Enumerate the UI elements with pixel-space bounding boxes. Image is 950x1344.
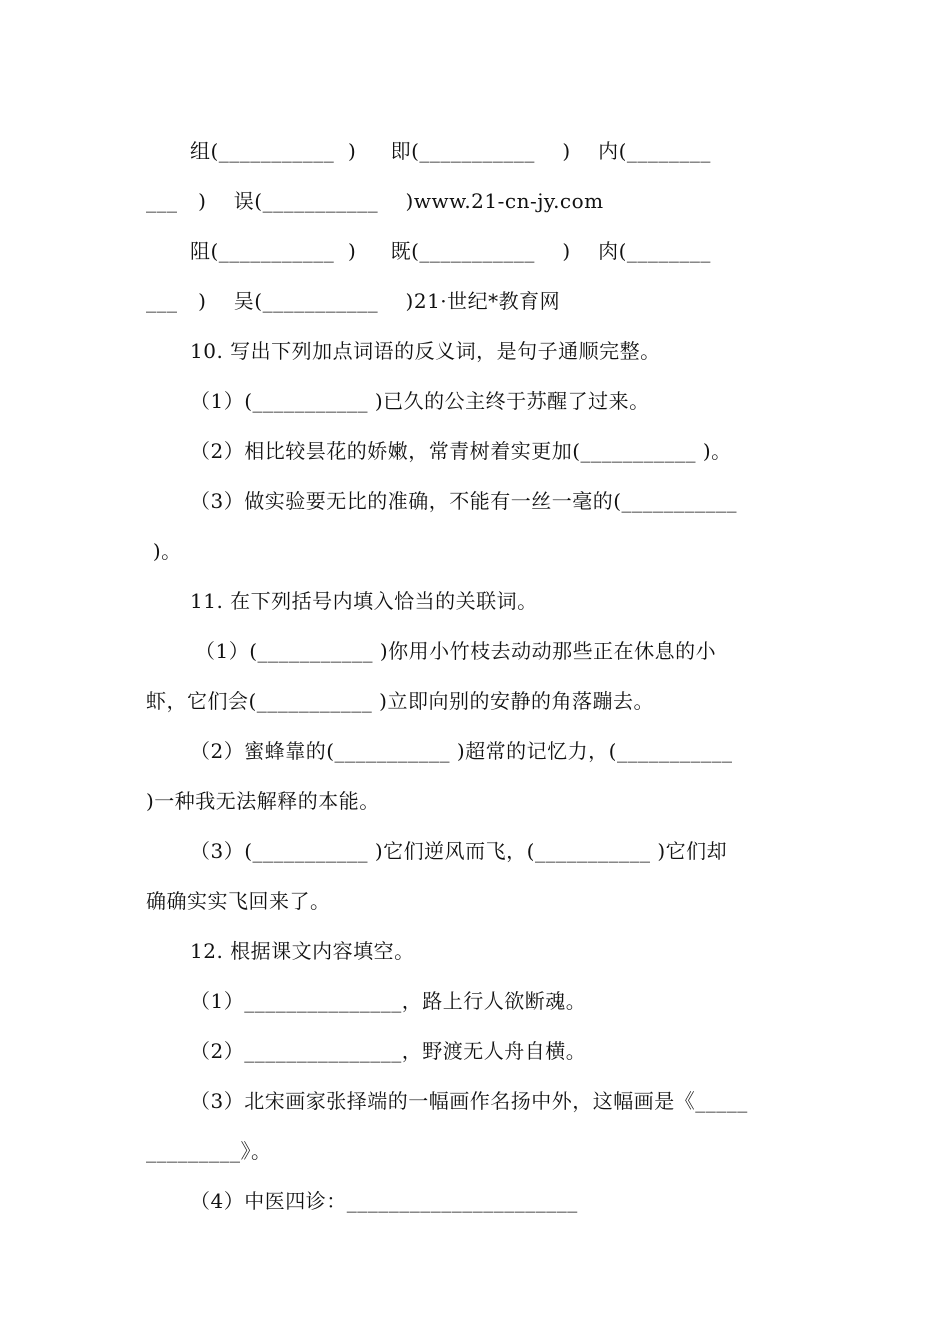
text-line: （1）_______________，路上行人欲断魂。 — [190, 989, 587, 1013]
text-line: （2）蜜蜂靠的(___________ )超常的记忆力，(___________ — [190, 739, 733, 763]
text-line: _________》。 — [146, 1139, 272, 1163]
text-line: 组(___________ ) 即(___________ ) 内(________ — [190, 139, 711, 163]
text-line: )。 — [146, 539, 182, 563]
question-heading: 10. 写出下列加点词语的反义词，是句子通顺完整。 — [190, 339, 661, 363]
text-line: 虾，它们会(___________ )立即向别的安静的角落蹦去。 — [146, 689, 654, 713]
text-line: )一种我无法解释的本能。 — [146, 789, 380, 813]
text-line: （4）中医四诊：______________________ — [190, 1189, 578, 1213]
text-line: 阻(___________ ) 既(___________ ) 肉(________ — [190, 239, 711, 263]
text-line: （3）(___________ )它们逆风而飞，(___________ )它们却 — [190, 839, 728, 863]
text-line: ___ ) 误(___________ )www.21-cn-jy.com — [146, 189, 604, 213]
text-line: （2）相比较昙花的娇嫩，常青树着实更加(___________ )。 — [190, 439, 732, 463]
text-line: ___ ) 吴(___________ )21·世纪*教育网 — [146, 289, 561, 313]
text-line: （3）做实验要无比的准确，不能有一丝一毫的(___________ — [190, 489, 738, 513]
text-line: （1）(___________ )你用小竹枝去动动那些正在休息的小 — [195, 639, 717, 663]
question-heading: 12. 根据课文内容填空。 — [190, 939, 415, 963]
text-line: 确确实实飞回来了。 — [146, 889, 331, 913]
question-heading: 11. 在下列括号内填入恰当的关联词。 — [190, 589, 538, 613]
text-line: （3）北宋画家张择端的一幅画作名扬中外，这幅画是《_____ — [190, 1089, 748, 1113]
text-line: （2）_______________，野渡无人舟自横。 — [190, 1039, 587, 1063]
text-line: （1）(___________ )已久的公主终于苏醒了过来。 — [190, 389, 650, 413]
